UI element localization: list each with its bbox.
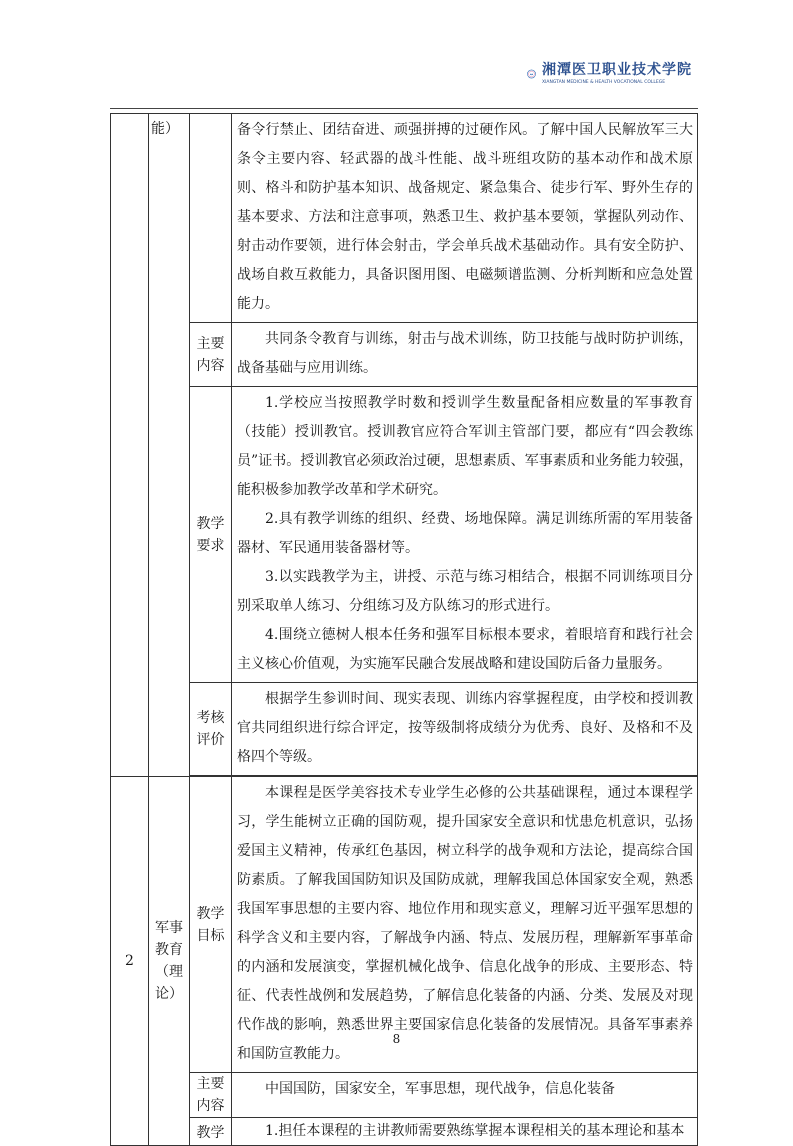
goal-label: 教学目标 — [190, 777, 232, 1073]
content-label: 主要内容 — [190, 323, 232, 387]
page-number: 8 — [392, 1032, 401, 1046]
table-row — [111, 1073, 698, 1118]
content-text: 中国国防，国家安全，军事思想，现代战争，信息化装备 — [265, 1081, 615, 1097]
requirement-label: 教学 — [190, 1118, 232, 1146]
college-name-cn: 湘潭医卫职业技术学院 — [542, 62, 692, 78]
requirement-label: 教学要求 — [190, 387, 232, 683]
table-row — [111, 323, 698, 387]
content-label: 主要内容 — [190, 1073, 232, 1118]
course-name-cell — [149, 114, 190, 777]
table-row — [111, 387, 698, 683]
evaluation-text: 根据学生参训时间、现实表现、训练内容掌握程度，由学校和授训教官共同组织进行综合评定，按等级制将成绩分为优秀、良好、及格和不及格四个等级。 — [237, 691, 693, 765]
course-name-tail: 能） — [151, 121, 179, 137]
college-name-en: XIANGTAN MEDICINE & HEALTH VOCATIONAL COLLEGE — [542, 80, 666, 85]
curriculum-table — [110, 113, 698, 1146]
course-name: 军事教育（理论） — [149, 777, 190, 1146]
content-text-cell — [232, 1073, 698, 1118]
evaluation-text-cell — [232, 683, 698, 776]
course-number: 2 — [111, 777, 149, 1146]
table-row — [111, 683, 698, 776]
course-number-cell — [111, 114, 149, 777]
goal-text-cell — [232, 114, 698, 323]
table-row — [111, 114, 698, 323]
table-row — [111, 777, 698, 1073]
college-logo — [527, 52, 692, 96]
header-divider — [110, 108, 698, 109]
goal-text-cell — [232, 777, 698, 1073]
goal-text: 备令行禁止、团结奋进、顽强拼搏的过硬作风。了解中国人民解放军三大条令主要内容、轻武器的战斗性能、战斗班组攻防的基本动作和战术原则、格斗和防护基本知识、战备规定、紧急集合、徒步行军、野外生存的基本要求、方法和注意事项，熟悉卫生、救护基本要领，掌握队列动作、射击动作要领，进行体会射击，学会单兵战术基础动作。具有安全防护、战场自救互救能力，具备识图用图、电磁频谱监测、分析判断和应急处置能力。 — [237, 122, 693, 312]
requirement-text-cell — [232, 387, 698, 683]
requirement-item: 3.以实践教学为主，讲授、示范与练习相结合，根据不同训练项目分别采取单人练习、分组练习及方队练习的形式进行。 — [237, 569, 693, 614]
requirement-item: 2.具有教学训练的组织、经费、场地保障。满足训练所需的军用装备器材、军民通用装备器材等。 — [237, 511, 693, 556]
goal-label-cell — [190, 114, 232, 323]
goal-text: 本课程是医学美容技术专业学生必修的公共基础课程，通过本课程学习，学生能树立正确的国防观，提升国家安全意识和忧患危机意识，弘扬爱国主义精神，传承红色基因，树立科学的战争观和方法论，提高综合国防素质。了解我国国防知识及国防成就，理解我国总体国家安全观，熟悉我国军事思想的主要内容、地位作用和现实意义，理解习近平强军思想的科学含义和主要内容，了解战争内涵、特点、发展历程，理解新军事革命的内涵和发展演变，掌握机械化战争、信息化战争的形成、主要形态、特征、代表性战例和发展趋势，了解信息化装备的内涵、分类、发展及对现代作战的影响，熟悉世界主要国家信息化装备的发展情况。具备军事素养和国防宣教能力。 — [237, 785, 693, 1062]
content-text: 共同条令教育与训练，射击与战术训练，防卫技能与战时防护训练，战备基础与应用训练。 — [237, 331, 693, 376]
content-text-cell — [232, 323, 698, 387]
college-seal-icon — [527, 55, 536, 93]
requirement-item: 1.学校应当按照教学时数和授训学生数量配备相应数量的军事教育（技能）授训教官。授训教官应符合军训主管部门要，都应有“四会教练员”证书。授训教官必须政治过硬，思想素质、军事素质和业务能力较强，能积极参加教学改革和学术研究。 — [237, 395, 693, 498]
requirement-item: 4.围绕立德树人根本任务和强军目标根本要求，着眼培育和践行社会主义核心价值观，为实施军民融合发展战略和建设国防后备力量服务。 — [237, 627, 693, 672]
requirement-item: 1.担任本课程的主讲教师需要熟练掌握本课程相关的基本理论和基本 — [265, 1123, 685, 1139]
evaluation-label: 考核评价 — [190, 683, 232, 776]
